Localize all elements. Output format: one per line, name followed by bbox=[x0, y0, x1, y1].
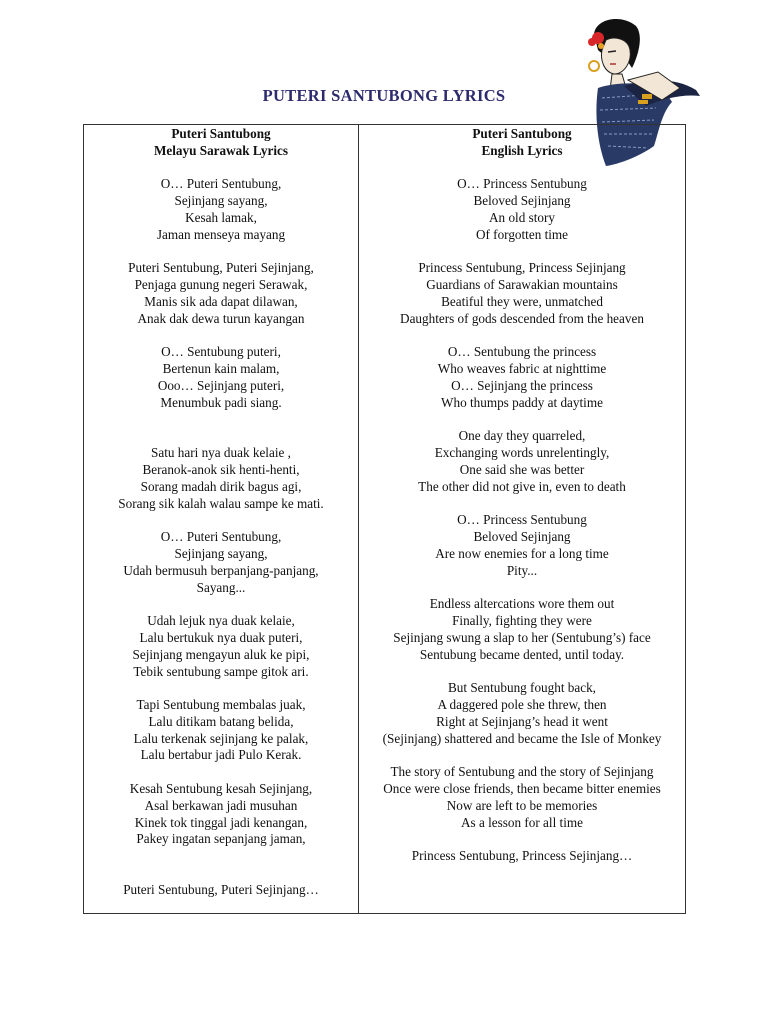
lyric-line: Who thumps paddy at daytime bbox=[441, 394, 603, 410]
lyric-line: Anak dak dewa turun kayangan bbox=[137, 310, 305, 326]
lyric-line: Now are left to be memories bbox=[446, 797, 598, 813]
lyric-line: O… Princess Sentubung bbox=[457, 512, 587, 528]
lyric-line: The other did not give in, even to death bbox=[418, 478, 626, 494]
lyric-line: Guardians of Sarawakian mountains bbox=[426, 277, 618, 293]
lyric-line: Bertenun kain malam, bbox=[162, 361, 280, 377]
lyric-line: O… Sentubung the princess bbox=[447, 344, 597, 360]
lyrics-table bbox=[83, 124, 686, 914]
lyric-line: O… Princess Sentubung bbox=[457, 176, 587, 192]
lyric-line: Ooo… Sejinjang puteri, bbox=[157, 377, 285, 393]
lyric-line: Sorang sik kalah walau sampe ke mati. bbox=[118, 495, 324, 511]
lyric-line: Tapi Sentubung membalas juak, bbox=[136, 697, 306, 713]
lyric-line: Beloved Sejinjang bbox=[473, 529, 571, 545]
lyric-line: Manis sik ada dapat dilawan, bbox=[144, 293, 298, 309]
lyric-line: Penjaga gunung negeri Serawak, bbox=[134, 277, 308, 293]
lyric-line: Are now enemies for a long time bbox=[435, 545, 609, 561]
lyric-line: Sayang... bbox=[196, 579, 246, 595]
lyric-line: Lalu terkenak sejinjang ke palak, bbox=[133, 730, 309, 746]
stanza bbox=[359, 428, 685, 495]
lyric-line: Tebik sentubung sampe gitok ari. bbox=[133, 663, 309, 679]
lyric-line: O… Puteri Sentubung, bbox=[160, 176, 282, 192]
lyric-line: Menumbuk padi siang. bbox=[160, 394, 282, 410]
stanza bbox=[84, 882, 358, 899]
lyric-line: One day they quarreled, bbox=[458, 428, 586, 444]
lyric-line: Beranok-anok sik henti-henti, bbox=[142, 461, 300, 477]
column-header: Puteri Santubong English Lyrics bbox=[472, 126, 572, 158]
lyric-line: O… Sejinjang the princess bbox=[451, 377, 593, 393]
stanza bbox=[359, 596, 685, 663]
lyric-line: Finally, fighting they were bbox=[452, 613, 592, 629]
stanza bbox=[84, 260, 358, 327]
lyric-line: Udah lejuk nya duak kelaie, bbox=[147, 613, 295, 629]
lyric-line: Lalu bertukuk nya duak puteri, bbox=[139, 629, 303, 645]
lyric-line: Beatiful they were, unmatched bbox=[441, 293, 603, 309]
lyric-line: Sejinjang mengayun aluk ke pipi, bbox=[132, 646, 310, 662]
lyric-line: Jaman menseya mayang bbox=[156, 226, 286, 242]
lyric-line: As a lesson for all time bbox=[461, 814, 583, 830]
lyric-line: Sejinjang sayang, bbox=[174, 193, 268, 209]
lyric-line: Endless altercations wore them out bbox=[429, 596, 615, 612]
english-lyrics-column bbox=[359, 125, 685, 913]
lyric-line: An old story bbox=[489, 209, 555, 225]
lyric-line: Pity... bbox=[506, 562, 538, 578]
lyric-line: Of forgotten time bbox=[475, 226, 569, 242]
lyric-line: Who weaves fabric at nighttime bbox=[437, 361, 607, 377]
stanza bbox=[84, 613, 358, 680]
lyric-line: Kesah lamak, bbox=[185, 209, 257, 225]
stanza bbox=[359, 848, 685, 865]
lyric-line: The story of Sentubung and the story of Sejinjang bbox=[390, 764, 654, 780]
lyric-line: Pakey ingatan sepanjang jaman, bbox=[136, 831, 306, 847]
lyric-line: But Sentubung fought back, bbox=[448, 680, 596, 696]
stanza bbox=[84, 529, 358, 596]
lyric-line: Kinek tok tinggal jadi kenangan, bbox=[134, 814, 308, 830]
lyric-line: Beloved Sejinjang bbox=[473, 193, 571, 209]
stanza bbox=[84, 176, 358, 243]
lyric-line: Lalu bertabur jadi Pulo Kerak. bbox=[140, 747, 302, 763]
stanza bbox=[359, 344, 685, 411]
malay-lyrics-column bbox=[84, 125, 359, 913]
stanza bbox=[84, 781, 358, 848]
stanza bbox=[359, 512, 685, 579]
stanza bbox=[84, 445, 358, 512]
column-header: Puteri Santubong Melayu Sarawak Lyrics bbox=[153, 126, 289, 158]
stanza bbox=[84, 697, 358, 764]
lyric-line: Puteri Sentubung, Puteri Sejinjang… bbox=[123, 881, 319, 897]
lyric-line: Sejinjang sayang, bbox=[174, 545, 268, 561]
lyric-line: One said she was better bbox=[459, 461, 585, 477]
lyric-line: Asal berkawan jadi musuhan bbox=[144, 797, 298, 813]
stanza bbox=[359, 176, 685, 243]
lyric-line: Sorang madah dirik bagus agi, bbox=[140, 478, 302, 494]
stanza bbox=[84, 344, 358, 411]
lyric-line: Kesah Sentubung kesah Sejinjang, bbox=[129, 781, 313, 797]
lyric-line: Princess Sentubung, Princess Sejinjang… bbox=[411, 848, 633, 864]
lyric-line: (Sejinjang) shattered and became the Isle of Monkey bbox=[382, 730, 662, 746]
lyric-line: Daughters of gods descended from the heaven bbox=[400, 310, 644, 326]
lyric-line: Udah bermusuh berpanjang-panjang, bbox=[123, 562, 319, 578]
lyric-line: Right at Sejinjang’s head it went bbox=[436, 713, 608, 729]
lyric-line: Puteri Sentubung, Puteri Sejinjang, bbox=[128, 260, 314, 276]
lyric-line: Sejinjang swung a slap to her (Sentubung’s) face bbox=[393, 629, 651, 645]
stanza bbox=[359, 764, 685, 831]
lyric-line: Satu hari nya duak kelaie , bbox=[151, 445, 291, 461]
lyric-line: Sentubung became dented, until today. bbox=[419, 646, 625, 662]
lyric-line: Lalu ditikam batang belida, bbox=[148, 713, 294, 729]
stanza bbox=[359, 680, 685, 747]
lyric-line: O… Sentubung puteri, bbox=[161, 344, 281, 360]
stanza bbox=[359, 260, 685, 327]
lyric-line: Princess Sentubung, Princess Sejinjang bbox=[418, 260, 626, 276]
lyric-line: Once were close friends, then became bitter enemies bbox=[383, 781, 661, 797]
lyric-line: Exchanging words unrelentingly, bbox=[434, 445, 610, 461]
lyric-line: O… Puteri Sentubung, bbox=[160, 529, 282, 545]
lyric-line: A daggered pole she threw, then bbox=[437, 697, 607, 713]
page-title: PUTERI SANTUBONG LYRICS bbox=[262, 86, 506, 105]
